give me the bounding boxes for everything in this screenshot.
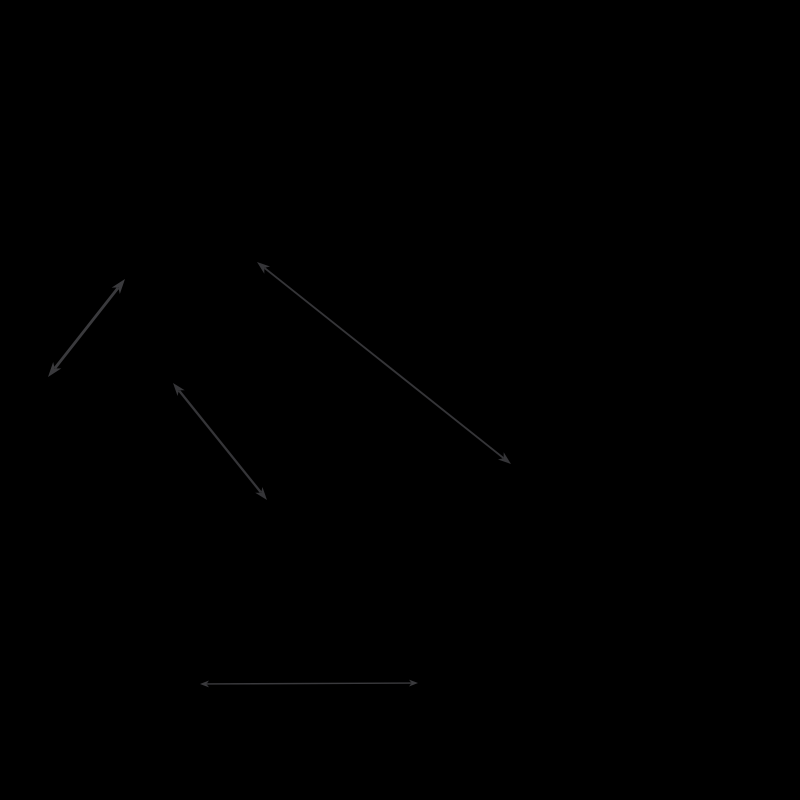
double-arrow-short-upper-left [48, 279, 125, 377]
arrow-shaft [265, 268, 504, 458]
double-arrow-horizontal [200, 680, 418, 688]
arrow-shaft [207, 683, 412, 684]
double-arrow-mid-diagonal [173, 383, 267, 500]
double-arrow-long-diagonal [257, 262, 511, 464]
arrow-shaft [179, 391, 261, 493]
arrow-shaft [55, 288, 118, 368]
